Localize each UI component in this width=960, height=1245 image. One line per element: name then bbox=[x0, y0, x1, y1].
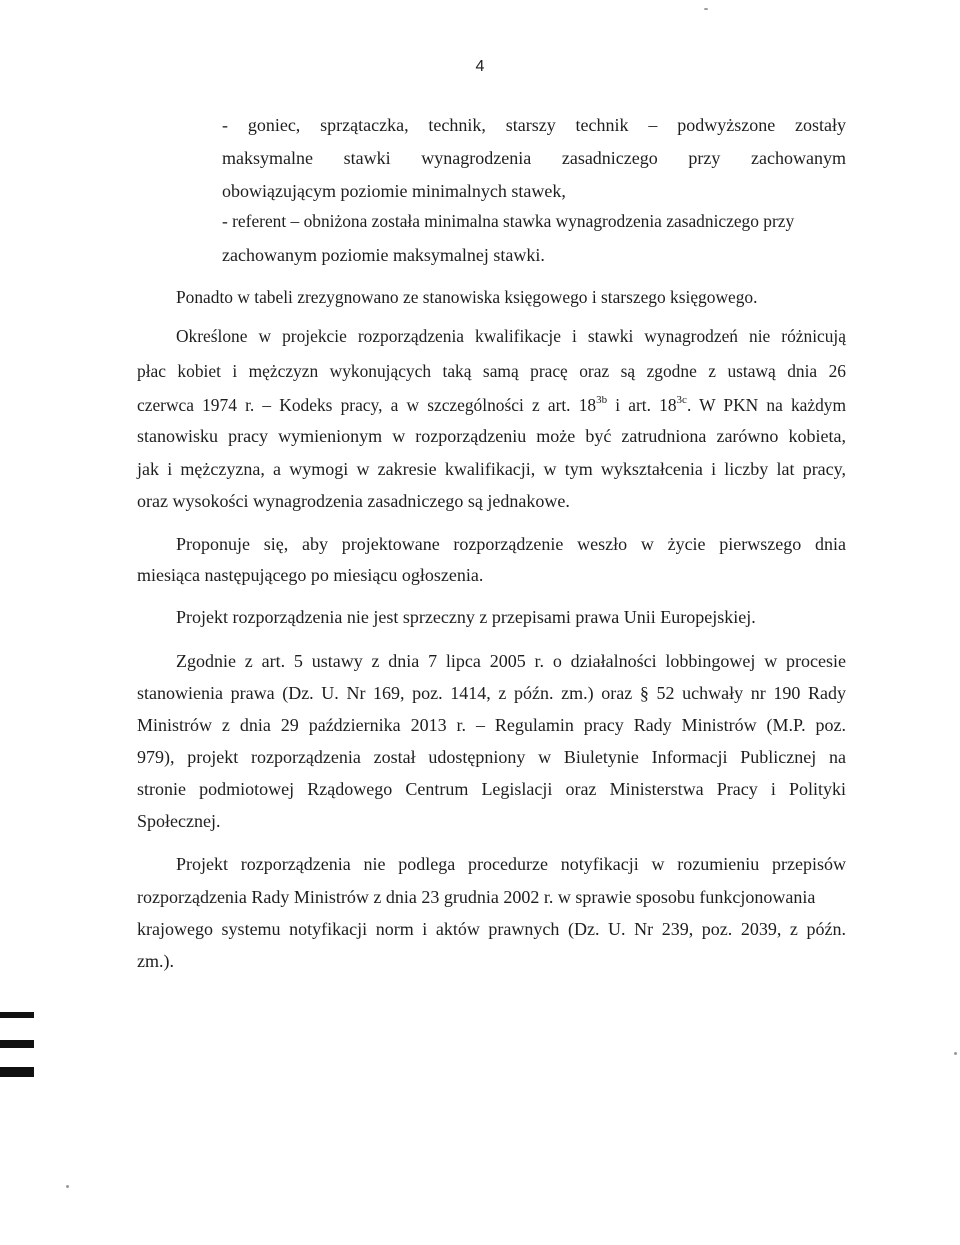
text-line: stanowienia prawa (Dz. U. Nr 169, poz. 1414, z późn. zm.) oraz § 52 uchwały nr 190 Rady bbox=[137, 683, 846, 703]
text-line: Społecznej. bbox=[137, 811, 221, 831]
page-number: 4 bbox=[475, 58, 485, 75]
text-line: Określone w projekcie rozporządzenia kwalifikacje i stawki wynagrodzeń nie różnicują bbox=[176, 326, 846, 346]
text-line: maksymalne stawki wynagrodzenia zasadniczego przy zachowanym bbox=[222, 148, 846, 168]
text-line: jak i mężczyzna, a wymogi w zakresie kwalifikacji, w tym wykształcenia i liczby lat pracy, bbox=[137, 459, 846, 479]
text-line: miesiąca następującego po miesiącu ogłoszenia. bbox=[137, 565, 484, 585]
text-line: Ministrów z dnia 29 października 2013 r. – Regulamin pracy Rady Ministrów (M.P. poz. bbox=[137, 715, 846, 735]
scan-artifact bbox=[0, 1012, 34, 1018]
text-line bbox=[137, 394, 846, 416]
text-line: Projekt rozporządzenia nie podlega procedurze notyfikacji w rozumieniu przepisów bbox=[176, 854, 846, 874]
text-line: stronie podmiotowej Rządowego Centrum Legislacji oraz Ministerstwa Pracy i Polityki bbox=[137, 779, 846, 799]
text-line: Projekt rozporządzenia nie jest sprzeczny z przepisami prawa Unii Europejskiej. bbox=[176, 607, 756, 627]
text-line: płac kobiet i mężczyzn wykonujących taką samą pracę oraz są zgodne z ustawą dnia 26 bbox=[137, 361, 846, 381]
superscript: 3b bbox=[596, 394, 608, 407]
scan-speck bbox=[704, 8, 708, 10]
text-line: stanowisku pracy wymienionym w rozporządzeniu może być zatrudniona zarówno kobieta, bbox=[137, 426, 846, 446]
text-line: - goniec, sprzątaczka, technik, starszy technik – podwyższone zostały bbox=[222, 115, 846, 135]
text-line: zachowanym poziomie maksymalnej stawki. bbox=[222, 245, 545, 265]
scan-speck bbox=[66, 1185, 69, 1188]
text-line: - referent – obniżona została minimalna stawka wynagrodzenia zasadniczego przy bbox=[222, 211, 795, 231]
text-fragment: . W PKN na każdym bbox=[686, 395, 847, 415]
text-line: krajowego systemu notyfikacji norm i aktów prawnych (Dz. U. Nr 239, poz. 2039, z późn. bbox=[137, 919, 846, 939]
scan-artifact bbox=[0, 1067, 34, 1077]
text-line: zm.). bbox=[137, 951, 174, 971]
text-line: Zgodnie z art. 5 ustawy z dnia 7 lipca 2005 r. o działalności lobbingowej w procesie bbox=[176, 651, 846, 671]
text-line: rozporządzenia Rady Ministrów z dnia 23 grudnia 2002 r. w sprawie sposobu funkcjonowania bbox=[137, 887, 816, 907]
text-line: obowiązującym poziomie minimalnych stawek, bbox=[222, 181, 566, 201]
text-fragment: i art. 18 bbox=[607, 395, 677, 415]
text-line: oraz wysokości wynagrodzenia zasadniczego są jednakowe. bbox=[137, 491, 570, 511]
superscript: 3c bbox=[676, 394, 687, 407]
text-line: Ponadto w tabeli zrezygnowano ze stanowiska księgowego i starszego księgowego. bbox=[176, 287, 758, 307]
scan-speck bbox=[954, 1052, 957, 1055]
text-line: Proponuje się, aby projektowane rozporządzenie weszło w życie pierwszego dnia bbox=[176, 534, 846, 554]
scan-artifact bbox=[0, 1040, 34, 1048]
text-line: 979), projekt rozporządzenia został udostępniony w Biuletynie Informacji Publicznej na bbox=[137, 747, 846, 767]
text-fragment: czerwca 1974 r. – Kodeks pracy, a w szczególności z art. 18 bbox=[137, 395, 597, 415]
